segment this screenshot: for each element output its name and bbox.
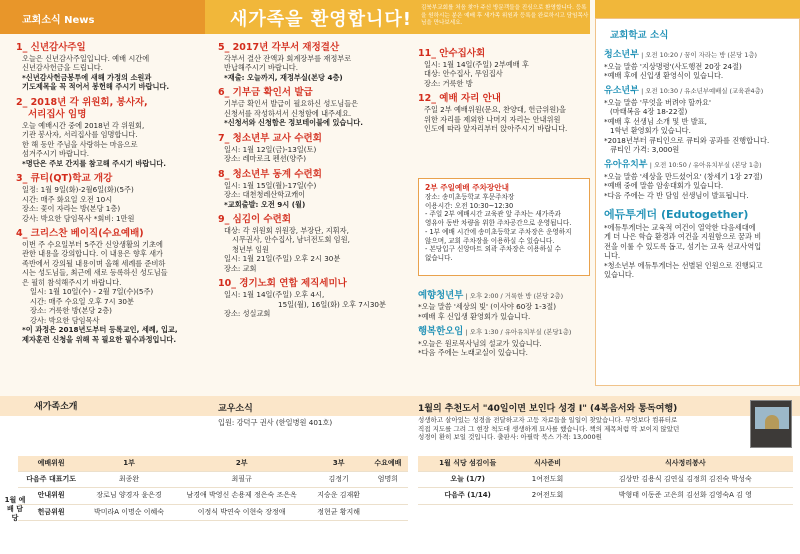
group-meta: | 오전 10:20 / 꿈이 자라는 방 (본당 1층) [641, 51, 758, 59]
school-group [604, 160, 794, 200]
news-title: 1_ 신년감사주일 [16, 42, 86, 53]
news-note: *재출: 오늘까지, 재정부실(본당 4층) [224, 72, 343, 82]
newfamily-title: 새가족소개 [34, 402, 78, 412]
news-title: 9_ 심김이 수련회 [218, 214, 292, 225]
news-line: 장소: 꽃이 자라는 방(본당 1층) [22, 204, 121, 213]
group-line: *예배 후 선생님 소개 및 반 발표, [604, 116, 707, 126]
haengbok-line: *오늘은 원로목사님의 설교가 있습니다. [418, 338, 542, 348]
group-line: 큐티인 가격: 3,000원 [610, 145, 680, 155]
parking-notice [418, 178, 590, 276]
news-line: 15일(월), 16일(화) 오후 7시30분 [278, 299, 386, 309]
news-line: 각부서 결산 잔액과 회계장부를 재정부로 [224, 53, 352, 63]
table-row: 다음주 대표기도 최종완 최필규 김정기 엄명희 [18, 472, 408, 488]
right-banner [595, 0, 800, 18]
table-header: 식사준비 [517, 456, 577, 472]
yehyang-meta: | 오후 2:00 / 거룩한 방 (본당 2층) [465, 292, 564, 300]
group-name: 유소년부 [604, 85, 639, 96]
edu-line: 니다. [604, 251, 621, 261]
parking-title: 2부 주일예배 주차장안내 [425, 183, 509, 192]
news-line: 청년부 임원 [232, 244, 270, 254]
table-header: 1월 식당 섬김이들 [418, 456, 517, 472]
news-note: *이 과정은 2018년도부터 등록교인, 세례, 입교, [22, 325, 178, 335]
news-title: 3_ 큐티(QT)학교 개강 [16, 173, 113, 185]
table-header: 3부 [310, 456, 368, 472]
news-line: 인도에 따라 앞자리부터 앉아주시기 바랍니다. [424, 124, 568, 134]
news-line: 일정: 1월 9일(화)-2월6일(화)(5주) [22, 185, 134, 194]
news-line: 시간: 매주 수요일 오후 7시 30분 [30, 296, 134, 306]
schedule-side-label: 1월 예배 담당 [4, 496, 26, 523]
youth-section [418, 290, 594, 363]
news-item [16, 97, 211, 168]
news-line: 일시: 1월 12일(금)-13일(토) [224, 144, 317, 154]
edu-title: 에듀투게더 (Edutogether) [604, 208, 749, 222]
haengbok-line: *다음 주에는 노래교실이 있습니다. [418, 348, 528, 358]
news-line: 위한 자리를 제외한 나머지 자리는 안내위원 [424, 114, 561, 124]
news-note: *명단은 주보 간지를 참고해 주시기 바랍니다. [22, 158, 166, 168]
school-group [604, 86, 794, 155]
news-title: 5_ 2017년 각부서 재정결산 [218, 42, 340, 53]
news-line: 이번 주 수요일부터 5주간 신앙생활의 기초에 [22, 239, 163, 249]
news-item [218, 214, 410, 273]
worship-schedule-table [18, 456, 408, 521]
parking-line: - 본당입구 신앙마트 외곽 주차장은 이용하실 수 [425, 245, 561, 254]
group-name: 유아유치부 [604, 159, 648, 170]
group-line: *예배 후에 신입생 환영식이 있습니다. [604, 71, 724, 81]
news-title: 서리집사 임명 [28, 108, 87, 120]
news-item [218, 133, 410, 164]
edu-line: 게 더 나은 학습 환경과 여건을 지원함으로 꿈과 비 [604, 232, 762, 242]
school-title: 교회학교 소식 [610, 30, 669, 41]
news-title: 6_ 기부금 확인서 발급 [218, 87, 313, 99]
news-tag: 교회소식 News [22, 15, 95, 26]
table-header: 예배위원 [18, 456, 84, 472]
news-line: 장소: 거룩한 방 [424, 78, 473, 88]
news-title: 8_ 청소년부 동계 수련회 [218, 168, 322, 180]
staff-line: 입원: 강덕구 권사 (한일병원 401호) [218, 418, 333, 427]
book-line: 성경이 환히 보일 것입니다. 출판사: 아필락 북스 가격: 13,000원 [418, 433, 602, 442]
edu-line: 전을 이룰 수 있도록 돕고, 섬기는 교육 선교사역입 [604, 241, 762, 251]
group-name: 청소년부 [604, 50, 639, 60]
parking-line: 않으며, 교회 주차장을 이용하실 수 있습니다. [425, 236, 555, 245]
news-note: *신청서와 신청함은 정보테이블에 있습니다. [224, 118, 363, 128]
news-line: 일시: 1월 21일(주일) 오후 2시 30분 [224, 254, 341, 264]
news-column-2 [218, 42, 410, 324]
parking-line: - 1부 예배 시간에 송미초등학교 주차장은 운영하지 [425, 227, 572, 236]
news-item [218, 169, 410, 209]
news-line: 대상: 각 위원회 위원장, 부장단, 지휘자, [224, 225, 349, 235]
table-row: 다음주 (1/14) 2여전도회 박형태 이동준 고은희 김선화 김영숙A 김 영 [418, 488, 793, 504]
book-desc [418, 416, 748, 442]
news-line: 장소: 성실교회 [224, 309, 271, 319]
book-line: 성생하고 살아있는 성경을 전달하고자 고등 자료들을 일일이 찾았습니다. 무엇보다 컴퓨터로 [418, 416, 678, 424]
parking-line: 장소: 송미초등학교 후문주차장 [425, 193, 515, 202]
parking-line: 이용시간: 오전 10:30~12:30 [425, 201, 514, 210]
news-line: 장소: 교회 [224, 263, 257, 273]
parking-line: - 주일 2부 예배시간 교육관 앞 주차는 새가족과 [425, 210, 561, 219]
book-title: 1월의 추천도서 "40일이면 보인다 성경 Ⅰ" (4복음서와 통독여행) [418, 404, 678, 414]
group-line: *2018년부터 큐티인으로 큐티와 공과를 진행합니다. [604, 135, 770, 145]
table-header: 1부 [84, 456, 174, 472]
news-line: 오늘 예배시간 중에 2018년 각 위원회, [22, 120, 145, 130]
group-line: *오늘 말씀 '무엇을 버려야 할까요' [604, 97, 711, 107]
news-item [218, 42, 410, 82]
news-note: *신년감사헌금봉투에 새해 가정의 소원과 [22, 72, 152, 82]
news-line: 기관 봉사자, 서리집사를 임명합니다. [22, 130, 138, 140]
haengbok-title: 행복한오임 [418, 326, 464, 338]
news-line: 장소: 레마로크 펜션(양주) [224, 154, 307, 164]
news-title: 4_ 크리스찬 베이직(수요예배) [16, 228, 144, 239]
news-line: 장소: 대천청레산학교캐이 [224, 190, 306, 199]
group-line: 1학년 환영회가 있습니다. [610, 126, 691, 136]
news-title: 2_ 2018년 각 위원회, 봉사자, [16, 96, 148, 108]
group-line: *예배 중에 말씀 암송대회가 있습니다. [604, 181, 724, 191]
table-header: 2부 [174, 456, 310, 472]
yehyang-title: 예향청년부 [418, 290, 464, 301]
haengbok-meta: | 오후 1:30 / 유아유치부실 (본당1층) [465, 328, 572, 337]
news-line: 일시: 1월 14일(주일) 오후 4시, [224, 290, 325, 300]
group-line: *오늘 말씀 '지상명령'(사도행전 20장 24절) [604, 61, 742, 71]
news-column-1 [16, 42, 211, 349]
news-item [16, 173, 211, 223]
table-header: 수요예배 [368, 456, 408, 472]
news-line: 일시: 1월 15일(월)-17일(수) [224, 180, 317, 190]
news-line: 일시: 1월 14일(주일) 2부예배 후 [424, 59, 529, 69]
staff-title: 교우소식 [218, 404, 253, 414]
news-line: 오늘은 신년감사주일입니다. 예배 시간에 [22, 53, 150, 63]
news-title: 10_ 경기노회 연합 제직세미나 [218, 278, 347, 290]
book-cover-image [750, 400, 792, 448]
news-line: 주일 2부 예배위원(문요, 찬양대, 헌금위원)을 [424, 105, 566, 115]
news-note: 제자훈련 신청을 위해 꼭 필요한 필수과정입니다. [22, 334, 177, 344]
table-row: 안내위원 장로님 양경자 윤은경 남경애 박영신 손용제 정은숙 조은옥 지승운 김재환 [18, 488, 408, 504]
news-title: 7_ 청소년부 교사 수련회 [218, 132, 322, 144]
news-line: 섬겨주시기 바랍니다. [22, 149, 90, 159]
news-line: 대상: 안수집사, 무임집사 [424, 69, 503, 79]
news-title: 11_ 안수집사회 [418, 48, 486, 59]
news-line: 반납해주시기 바랍니다. [224, 63, 299, 73]
table-row: 오늘 (1/7) 1여전도회 김상만 김용식 김연실 김정희 김진숙 박성숙 [418, 472, 793, 488]
news-note: 기도제목을 꼭 적어서 봉헌해 주시기 바랍니다. [22, 82, 170, 92]
news-item [418, 93, 592, 133]
group-line: (마태복음 4장 18-22절) [610, 107, 688, 117]
news-line: 시무권사, 안수집사, 남녀전도회 임원, [232, 235, 350, 245]
news-item [16, 42, 211, 92]
news-title: 12_ 예배 자리 안내 [418, 93, 501, 105]
school-group [604, 50, 794, 81]
news-line: 기부금 확인서 발급이 필요하신 성도님들은 [224, 99, 359, 109]
table-row: 헌금위원 박미라A 이명순 이혜숙 이정식 박연숙 이현숙 장정애 정현균 황지해 [18, 504, 408, 520]
group-meta: | 오전 10:50 / 유아유치부실 (본당 1층) [649, 160, 762, 169]
news-line: 일시: 1월 10일(수) - 2월 7일(수)(5주) [30, 287, 154, 297]
news-line: 강사: 박요한 담임목사 *회비: 1만원 [22, 213, 135, 223]
news-item [418, 48, 592, 88]
news-line: 장소: 거룩한 방(본당 2층) [30, 306, 112, 316]
news-line: 시는 성도님들, 최근에 새로 등록하신 성도님들 [22, 268, 168, 278]
book-line: 직접 지도를 그려 그 현장 척도대 생생하게 묘사를 했습니다. 책의 제목처럼 딱 보이지 않았던 [418, 424, 680, 433]
group-line: *오늘 말씀 '세상을 만드셨어요' (창세기 1장 27절) [604, 171, 763, 181]
edu-line: 있습니다. [604, 270, 635, 280]
news-note: *교회출발: 오전 9시 (월) [224, 199, 306, 209]
group-meta: | 오전 10:30 / 유소년부예배실 (교육관4층) [641, 86, 764, 95]
edutogether [604, 208, 794, 280]
edu-line: *청소년부 에듀투게더는 선별된 인원으로 진행되고 [604, 260, 763, 270]
table-header: 식사정리봉사 [578, 456, 793, 472]
news-line: 은 필히 참석해주시기 바랍니다. [22, 277, 122, 287]
news-line: 시간: 매주 화요일 오전 10시 [22, 194, 113, 204]
parking-line: 없습니다. [425, 253, 453, 262]
yehyang-line: *오늘 말씀 '세상의 빛' (이사야 60장 1-3절) [418, 302, 557, 312]
edu-line: *에듀투게더는 교육적 여건이 열악한 다음세대에 [604, 222, 756, 232]
welcome-note: 김북부교회를 처음 찾아 주신 방문객들을 진심으로 환영합니다. 등록을 원하시는 분은 예배 후 새가족 위원과 등록을 완료하시고 담임목사님을 만나보세요. [421, 5, 589, 27]
welcome-title: 새가족을 환영합니다! [230, 9, 412, 30]
news-line: 족반에서 강의될 내용이며 올해 세례를 준비하 [22, 258, 166, 268]
school-groups [604, 50, 794, 285]
news-column-3 [418, 48, 592, 139]
yehyang-line: *예배 후 신입생 환영회가 있습니다. [418, 311, 531, 321]
news-line: 관한 내용을 강의합니다. 이 내용은 향후 새가 [22, 249, 163, 259]
group-line: *다음 주에는 각 반 담임 선생님이 발표됩니다. [604, 190, 749, 200]
news-line: 신년감사헌금을 드립니다. [22, 63, 103, 73]
news-item [218, 87, 410, 127]
news-line: 강사: 박요한 담임목사 [30, 315, 100, 325]
news-line: 신청서를 작성하셔서 신청함에 내주세요. [224, 108, 352, 118]
news-line: 한 해 동안 주님을 사랑하는 마음으로 [22, 139, 138, 149]
parking-line: 영유아 동반 차량을 위한 주차공간으로 운영됩니다. [425, 219, 572, 228]
dining-table [418, 456, 793, 505]
bottom-bar [0, 396, 800, 416]
news-item [218, 278, 410, 318]
news-item [16, 228, 211, 344]
